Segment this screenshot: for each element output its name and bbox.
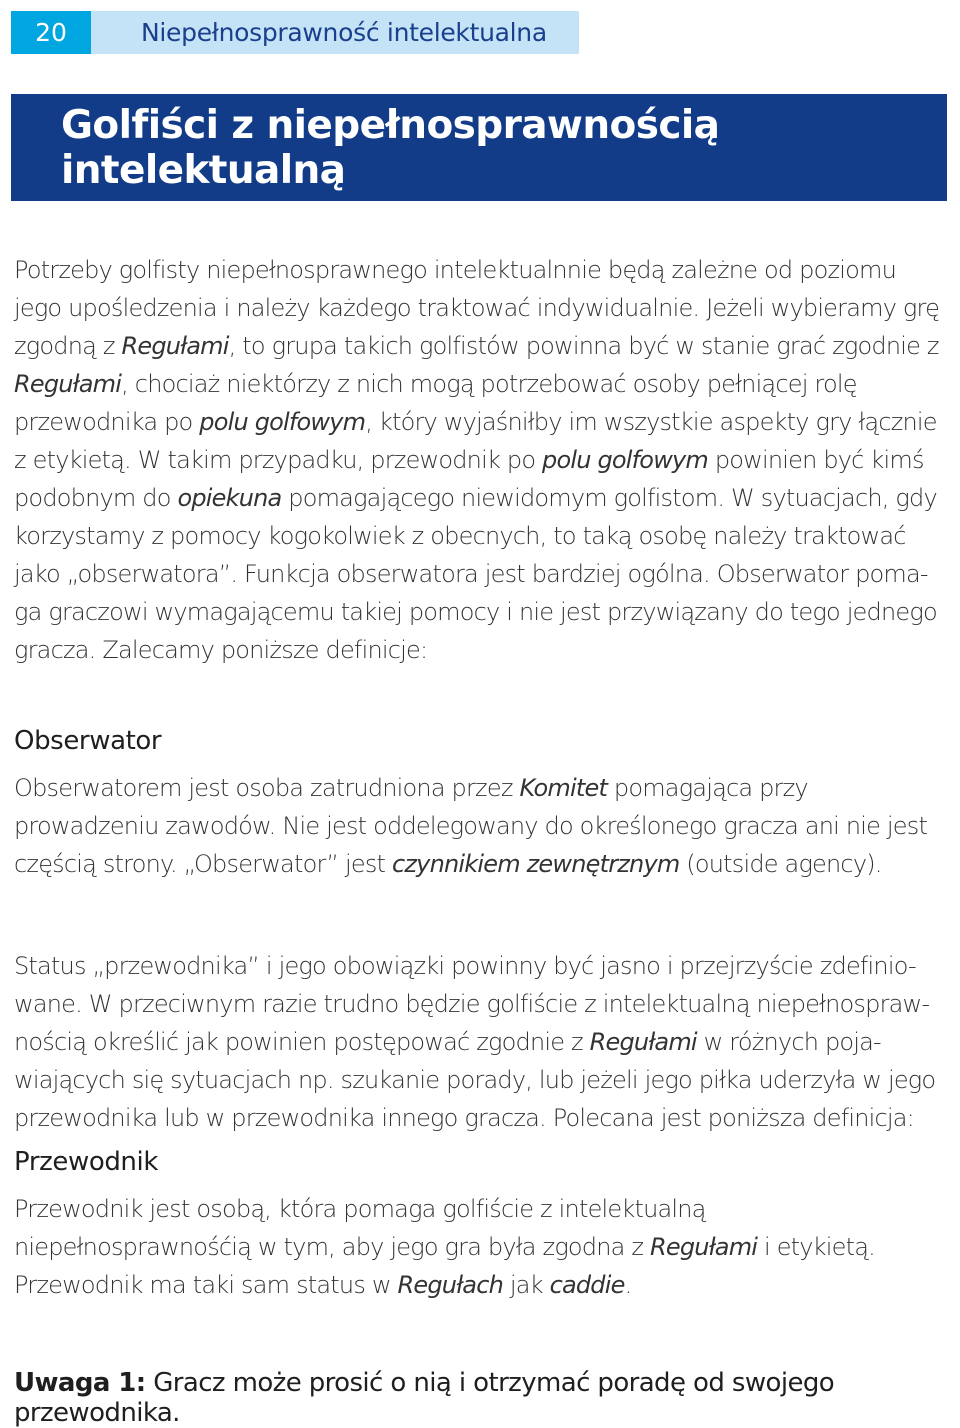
emphasis: Regułami	[14, 370, 122, 398]
section-title: Niepełnosprawność intelektualna	[91, 11, 579, 54]
note-section	[14, 1368, 949, 1428]
text-run: , chociaż niektórzy z nich mogą potrzebować osoby pełniącej rolę przewodnika po	[14, 370, 857, 436]
text-run: , który wyjaśniłby im wszystkie aspekty gry łącznie z etykietą. W takim przypadku, przewodnik po	[14, 408, 937, 474]
intro-paragraph	[14, 251, 949, 669]
running-header	[11, 11, 579, 54]
status-paragraph	[14, 947, 949, 1137]
intro-section	[14, 251, 949, 669]
text-run: powinien być kimś podobnym do	[14, 446, 924, 512]
page-title: Golfiści z niepełnosprawnością intelektualną	[61, 102, 720, 193]
emphasis: Regułach	[397, 1271, 504, 1299]
text-run: (outside agency).	[679, 850, 882, 878]
emphasis: Regułami	[650, 1233, 758, 1261]
text-run: i etykietą. Przewodnik ma taki sam status w	[14, 1233, 875, 1299]
emphasis: opiekuna	[177, 484, 282, 512]
emphasis: Regułami	[589, 1028, 697, 1056]
text-run: pomagającego niewidomym golfistom. W sytuacjach, gdy korzystamy z pomocy kogokolwiek z obecnych, to taką osobę należy traktować jako „obserwatora”. Funkcja obserwatora jest bardziej ogólna. Obserwator poma-ga graczowi wymagającemu takiej pomocy i nie jest przywiązany do tego jednego gracza. Zalecamy poniższe definicje:	[14, 484, 937, 664]
note-paragraph	[14, 1368, 949, 1428]
guide-section	[14, 1147, 949, 1304]
observer-section	[14, 726, 949, 883]
text-run: .	[624, 1271, 632, 1299]
text-run: Obserwatorem jest osoba zatrudniona przez	[14, 774, 520, 802]
text-run: pomagająca przy prowadzeniu zawodów. Nie jest oddelegowany do określonego gracza ani nie jest częścią strony. „Obserwator” jest	[14, 774, 928, 878]
page-number: 20	[11, 11, 91, 54]
title-banner	[11, 94, 947, 201]
note-text: Gracz może prosić o nią i otrzymać poradę od swojego przewodnika.	[14, 1368, 835, 1428]
text-run: Potrzeby golfisty niepełnosprawnego intelektualnnie będą zależne od poziomu jego upośledzenia i należy każdego traktować indywidualnie. Jeżeli wybieramy grę zgodną z	[14, 256, 940, 360]
text-run: , to grupa takich golfistów powinna być w stanie grać zgodnie z	[228, 332, 939, 360]
observer-heading: Obserwator	[14, 726, 162, 756]
emphasis: polu golfowym	[542, 446, 709, 474]
text-run: jak	[503, 1271, 550, 1299]
text-run: Status „przewodnika” i jego obowiązki powinny być jasno i przejrzyście zdefinio-wane. W przeciwnym razie trudno będzie golfiście z intelektualną niepełnospraw-nością określić jak powinien postępować zgodnie z	[14, 952, 930, 1056]
text-run: Przewodnik jest osobą, która pomaga golfiście z intelektualną niepełnosprawnośćią w tym, aby jego gra była zgodna z	[14, 1195, 706, 1261]
emphasis: Regułami	[121, 332, 229, 360]
guide-definition	[14, 1190, 949, 1304]
emphasis: Komitet	[519, 774, 608, 802]
emphasis: czynnikiem zewnętrznym	[391, 850, 680, 878]
emphasis: caddie	[549, 1271, 625, 1299]
emphasis: polu golfowym	[199, 408, 366, 436]
status-section	[14, 947, 949, 1137]
guide-heading: Przewodnik	[14, 1147, 158, 1177]
text-run: w różnych poja-wiających się sytuacjach np. szukanie porady, lub jeżeli jego piłka uderzyła w jego przewodnika lub w przewodnika innego gracza. Polecana jest poniższa definicja:	[14, 1028, 936, 1132]
note-label: Uwaga 1:	[14, 1368, 146, 1398]
observer-definition	[14, 769, 949, 883]
